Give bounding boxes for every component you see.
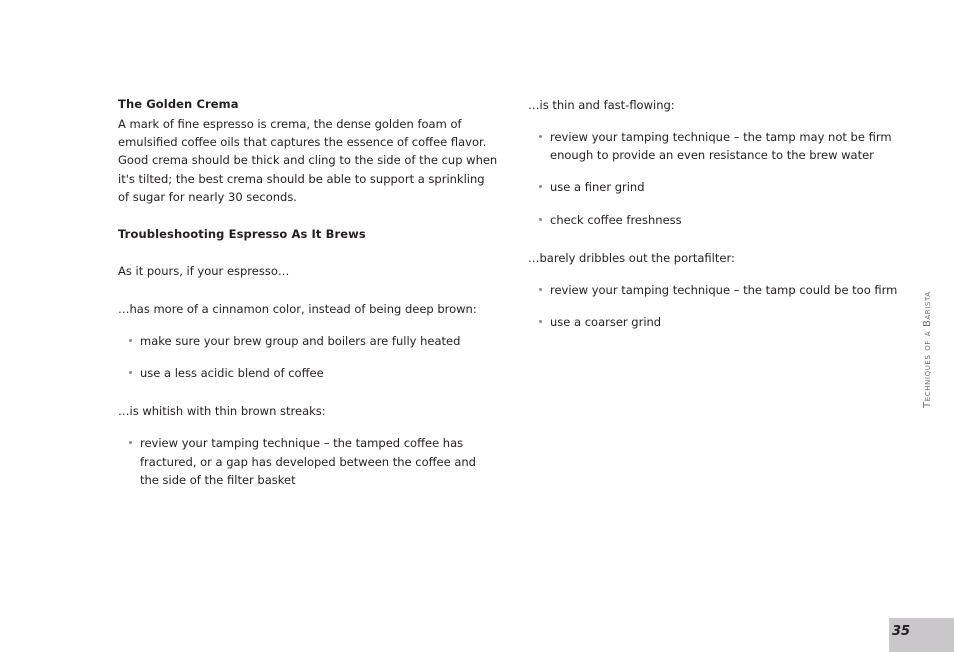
spacer [118, 245, 498, 262]
spacer [118, 280, 498, 300]
list-item-text: review your tamping technique – the tamp may not be firm enough to provide an even resistance to the brew water [550, 130, 892, 163]
bullet-dot-icon [539, 320, 542, 323]
list-item [528, 281, 900, 299]
heading-golden-crema: The Golden Crema [118, 97, 239, 111]
list-item [118, 434, 498, 489]
heading-troubleshooting: Troubleshooting Espresso As It Brews [118, 227, 366, 242]
bullet-dot-icon [129, 371, 132, 374]
lead-in-barely-dribbles: …barely dribbles out the portafilter: [528, 250, 735, 265]
bullet-list-whitish [118, 434, 498, 489]
list-item [528, 178, 900, 196]
bullet-dot-icon [539, 288, 542, 291]
list-item [118, 332, 498, 350]
spacer [528, 229, 900, 249]
running-head: Techniques of a Barista [922, 291, 933, 408]
lead-in-whitish-streaks: …is whitish with thin brown streaks: [118, 404, 326, 419]
bullet-list-dribbles [528, 281, 900, 331]
bullet-dot-icon [129, 339, 132, 342]
list-item-text: use a finer grind [550, 180, 645, 195]
bullet-dot-icon [539, 135, 542, 138]
spacer [118, 206, 498, 226]
list-item-text: review your tamping technique – the tamp could be too firm [550, 282, 898, 297]
list-item [528, 313, 900, 331]
lead-in-cinnamon-color: …has more of a cinnamon color, instead of being deep brown: [118, 302, 477, 317]
left-column [118, 96, 498, 489]
lead-in-as-it-pours: As it pours, if your espresso… [118, 264, 290, 279]
list-item-text: check coffee freshness [550, 212, 682, 227]
right-column [528, 96, 900, 331]
bullet-dot-icon [129, 441, 132, 444]
paragraph-golden-crema: A mark of fine espresso is crema, the dense golden foam of emulsified coffee oils that captures the essence of coffee flavor. Good crema should be thick and cling to the side of the cup when it's tilted; the best crema should be able to support a sprinkling of sugar for nearly 30 seconds. [118, 117, 498, 204]
bullet-dot-icon [539, 185, 542, 188]
list-item [118, 364, 498, 382]
bullet-list-cinnamon [118, 332, 498, 382]
list-item-text: use a less acidic blend of coffee [140, 366, 324, 381]
lead-in-thin-fast-flowing: …is thin and fast-flowing: [528, 98, 675, 112]
band-tick [886, 618, 889, 652]
bullet-dot-icon [539, 218, 542, 221]
bullet-list-thin-flowing [528, 128, 900, 229]
list-item [528, 128, 900, 164]
list-item-text: use a coarser grind [550, 315, 662, 330]
spacer [118, 382, 498, 402]
list-item [528, 211, 900, 229]
page-number-band [886, 618, 954, 652]
page-number: 35 [892, 624, 911, 639]
list-item-text: review your tamping technique – the tamped coffee has fractured, or a gap has developed between the coffee and the side of the filter basket [140, 436, 476, 487]
list-item-text: make sure your brew group and boilers are fully heated [140, 334, 461, 349]
